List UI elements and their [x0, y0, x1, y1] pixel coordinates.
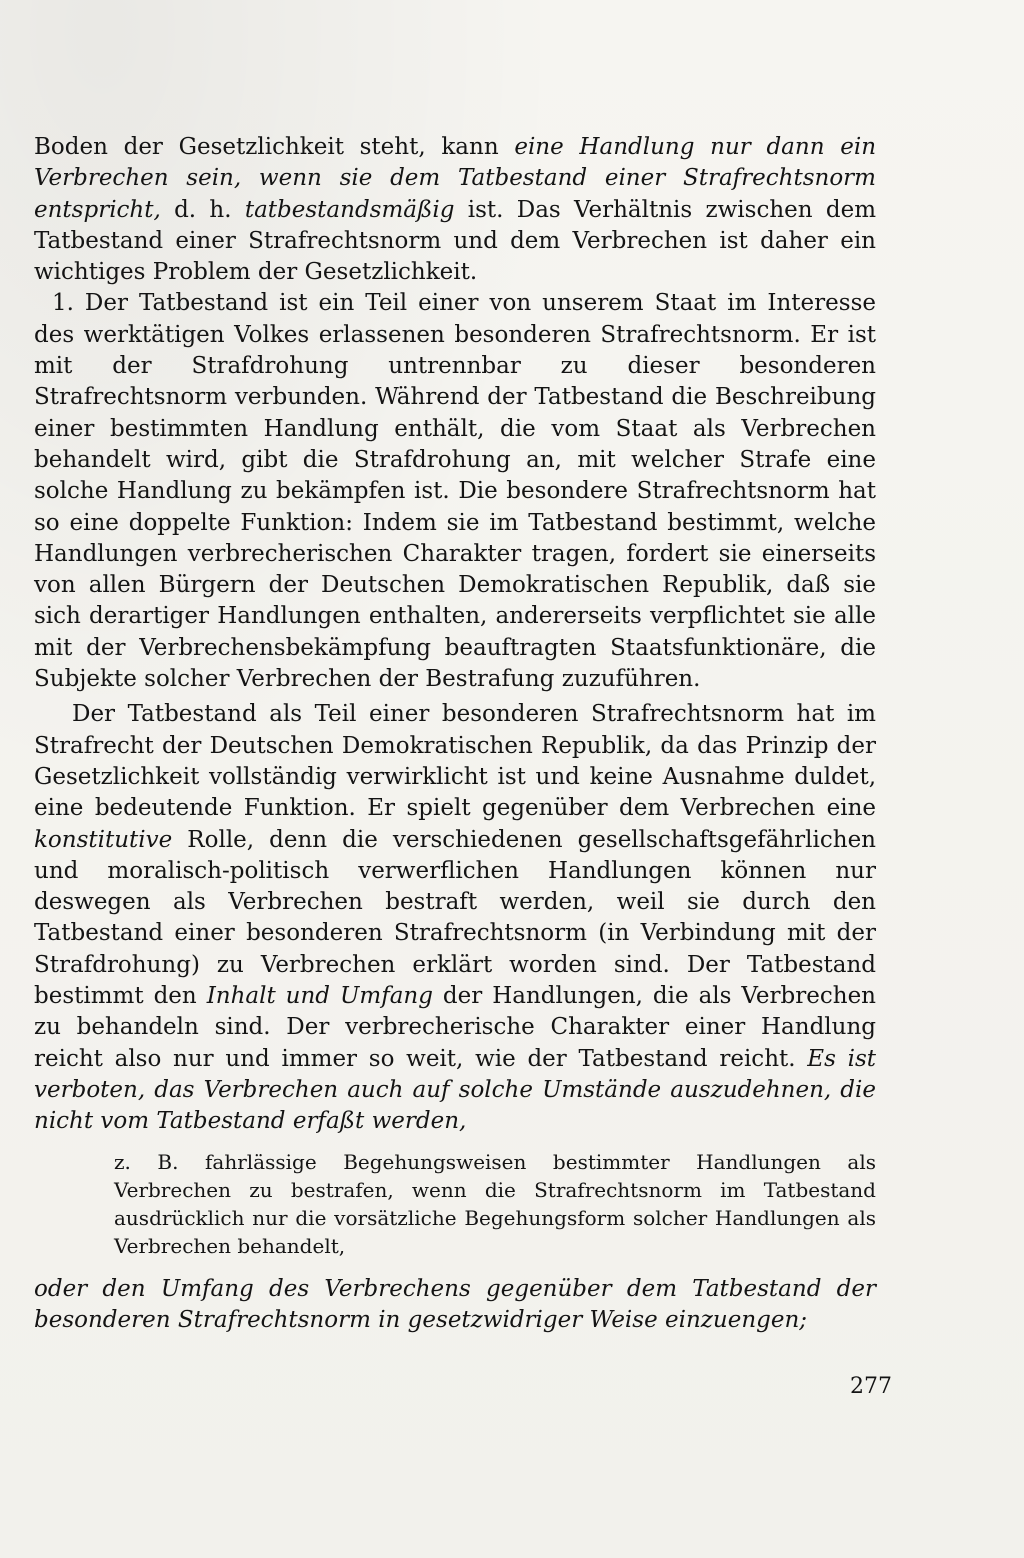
text-segment: Der Tatbestand als Teil einer besonderen Strafrechtsnorm hat im Strafrecht der Deutschen Demokratischen Republik, da das Prinzip der Gesetzlichkeit vollständig verwirklicht ist und keine Ausnahme duldet, eine bedeutende Funktion. Er spielt gegenüber dem Verbrechen eine — [34, 701, 876, 822]
page-number: 277 — [850, 1374, 892, 1399]
body-text — [34, 132, 876, 1336]
paragraph-1 — [34, 132, 876, 288]
italic-segment: eine Handlung nur dann ein Verbrechen sein, wenn sie dem Tatbestand einer Strafrechtsnorm entspricht, — [34, 134, 877, 223]
paragraph-3 — [34, 699, 876, 1137]
text-segment: 1. Der Tatbestand ist ein Teil einer von unserem Staat im Interesse des werktätigen Volkes erlassenen besonderen Strafrechtsnorm. Er ist mit der Strafdrohung untrennbar zu dieser besonderen Strafrechtsnorm verbunden. Während der Tatbestand die Beschreibung einer bestimmten Handlung enthält, die vom Staat als Verbrechen behandelt wird, gibt die Strafdrohung an, mit welcher Strafe eine solche Handlung zu bekämpfen ist. Die besondere Strafrechtsnorm hat so eine doppelte Funktion: Indem sie im Tatbestand bestimmt, welche Handlungen verbrecherischen Charakter tragen, fordert sie einerseits von allen Bürgern der Deutschen Demokratischen Republik, daß sie sich derartiger Handlungen enthalten, andererseits verpflichtet sie alle mit der Verbrechensbekämpfung beauftragten Staatsfunktionäre, die Subjekte solcher Verbrechen der Bestrafung zuzuführen. — [34, 290, 876, 693]
italic-segment: tatbestandsmäßig — [244, 196, 455, 223]
closing-paragraph: oder den Umfang des Verbrechens gegenüber dem Tatbestand der besonderen Strafrechtsnorm in gesetzwidriger Weise einzuengen; — [34, 1275, 876, 1333]
footnote-example: z. B. fahrlässige Begehungsweisen bestimmter Handlungen als Verbrechen zu bestrafen, wenn die Strafrechtsnorm im Tatbestand ausdrücklich nur die vorsätzliche Begehungsform solcher Handlungen als Verbrechen behandelt, — [114, 1149, 876, 1258]
text-segment: Rolle, denn die verschiedenen gesellschaftsgefährlichen und moralisch-politisch verwerflichen Handlungen können nur deswegen als Verbrechen bestraft werden, weil sie durch den Tatbestand einer besonderen Strafrechtsnorm (in Verbindung mit der Strafdrohung) zu Verbrechen erklärt worden sind. Der Tatbestand bestimmt den — [34, 826, 876, 1010]
text-segment: d. h. — [160, 196, 245, 223]
text-segment: ist. Das Verhältnis zwischen dem Tatbestand einer Strafrechtsnorm und dem Verbrechen ist daher ein wichtiges Problem der Gesetzlichkeit. — [34, 196, 877, 286]
text-segment: der Handlungen, die als Verbrechen zu behandeln sind. Der verbrecherische Charakter einer Handlung reicht also nur und immer so weit, wie der Tatbestand reicht. — [34, 983, 876, 1072]
text-segment: Boden der Gesetzlichkeit steht, kann — [34, 134, 515, 160]
italic-segment: Inhalt und Umfang — [206, 983, 433, 1010]
italic-segment: Es ist verboten, das Verbrechen auch auf solche Umstände auszudehnen, die nicht vom Tatbestand erfaßt werden, — [34, 1045, 876, 1135]
paragraph-2 — [34, 288, 876, 695]
italic-segment: konstitutive — [34, 826, 173, 853]
